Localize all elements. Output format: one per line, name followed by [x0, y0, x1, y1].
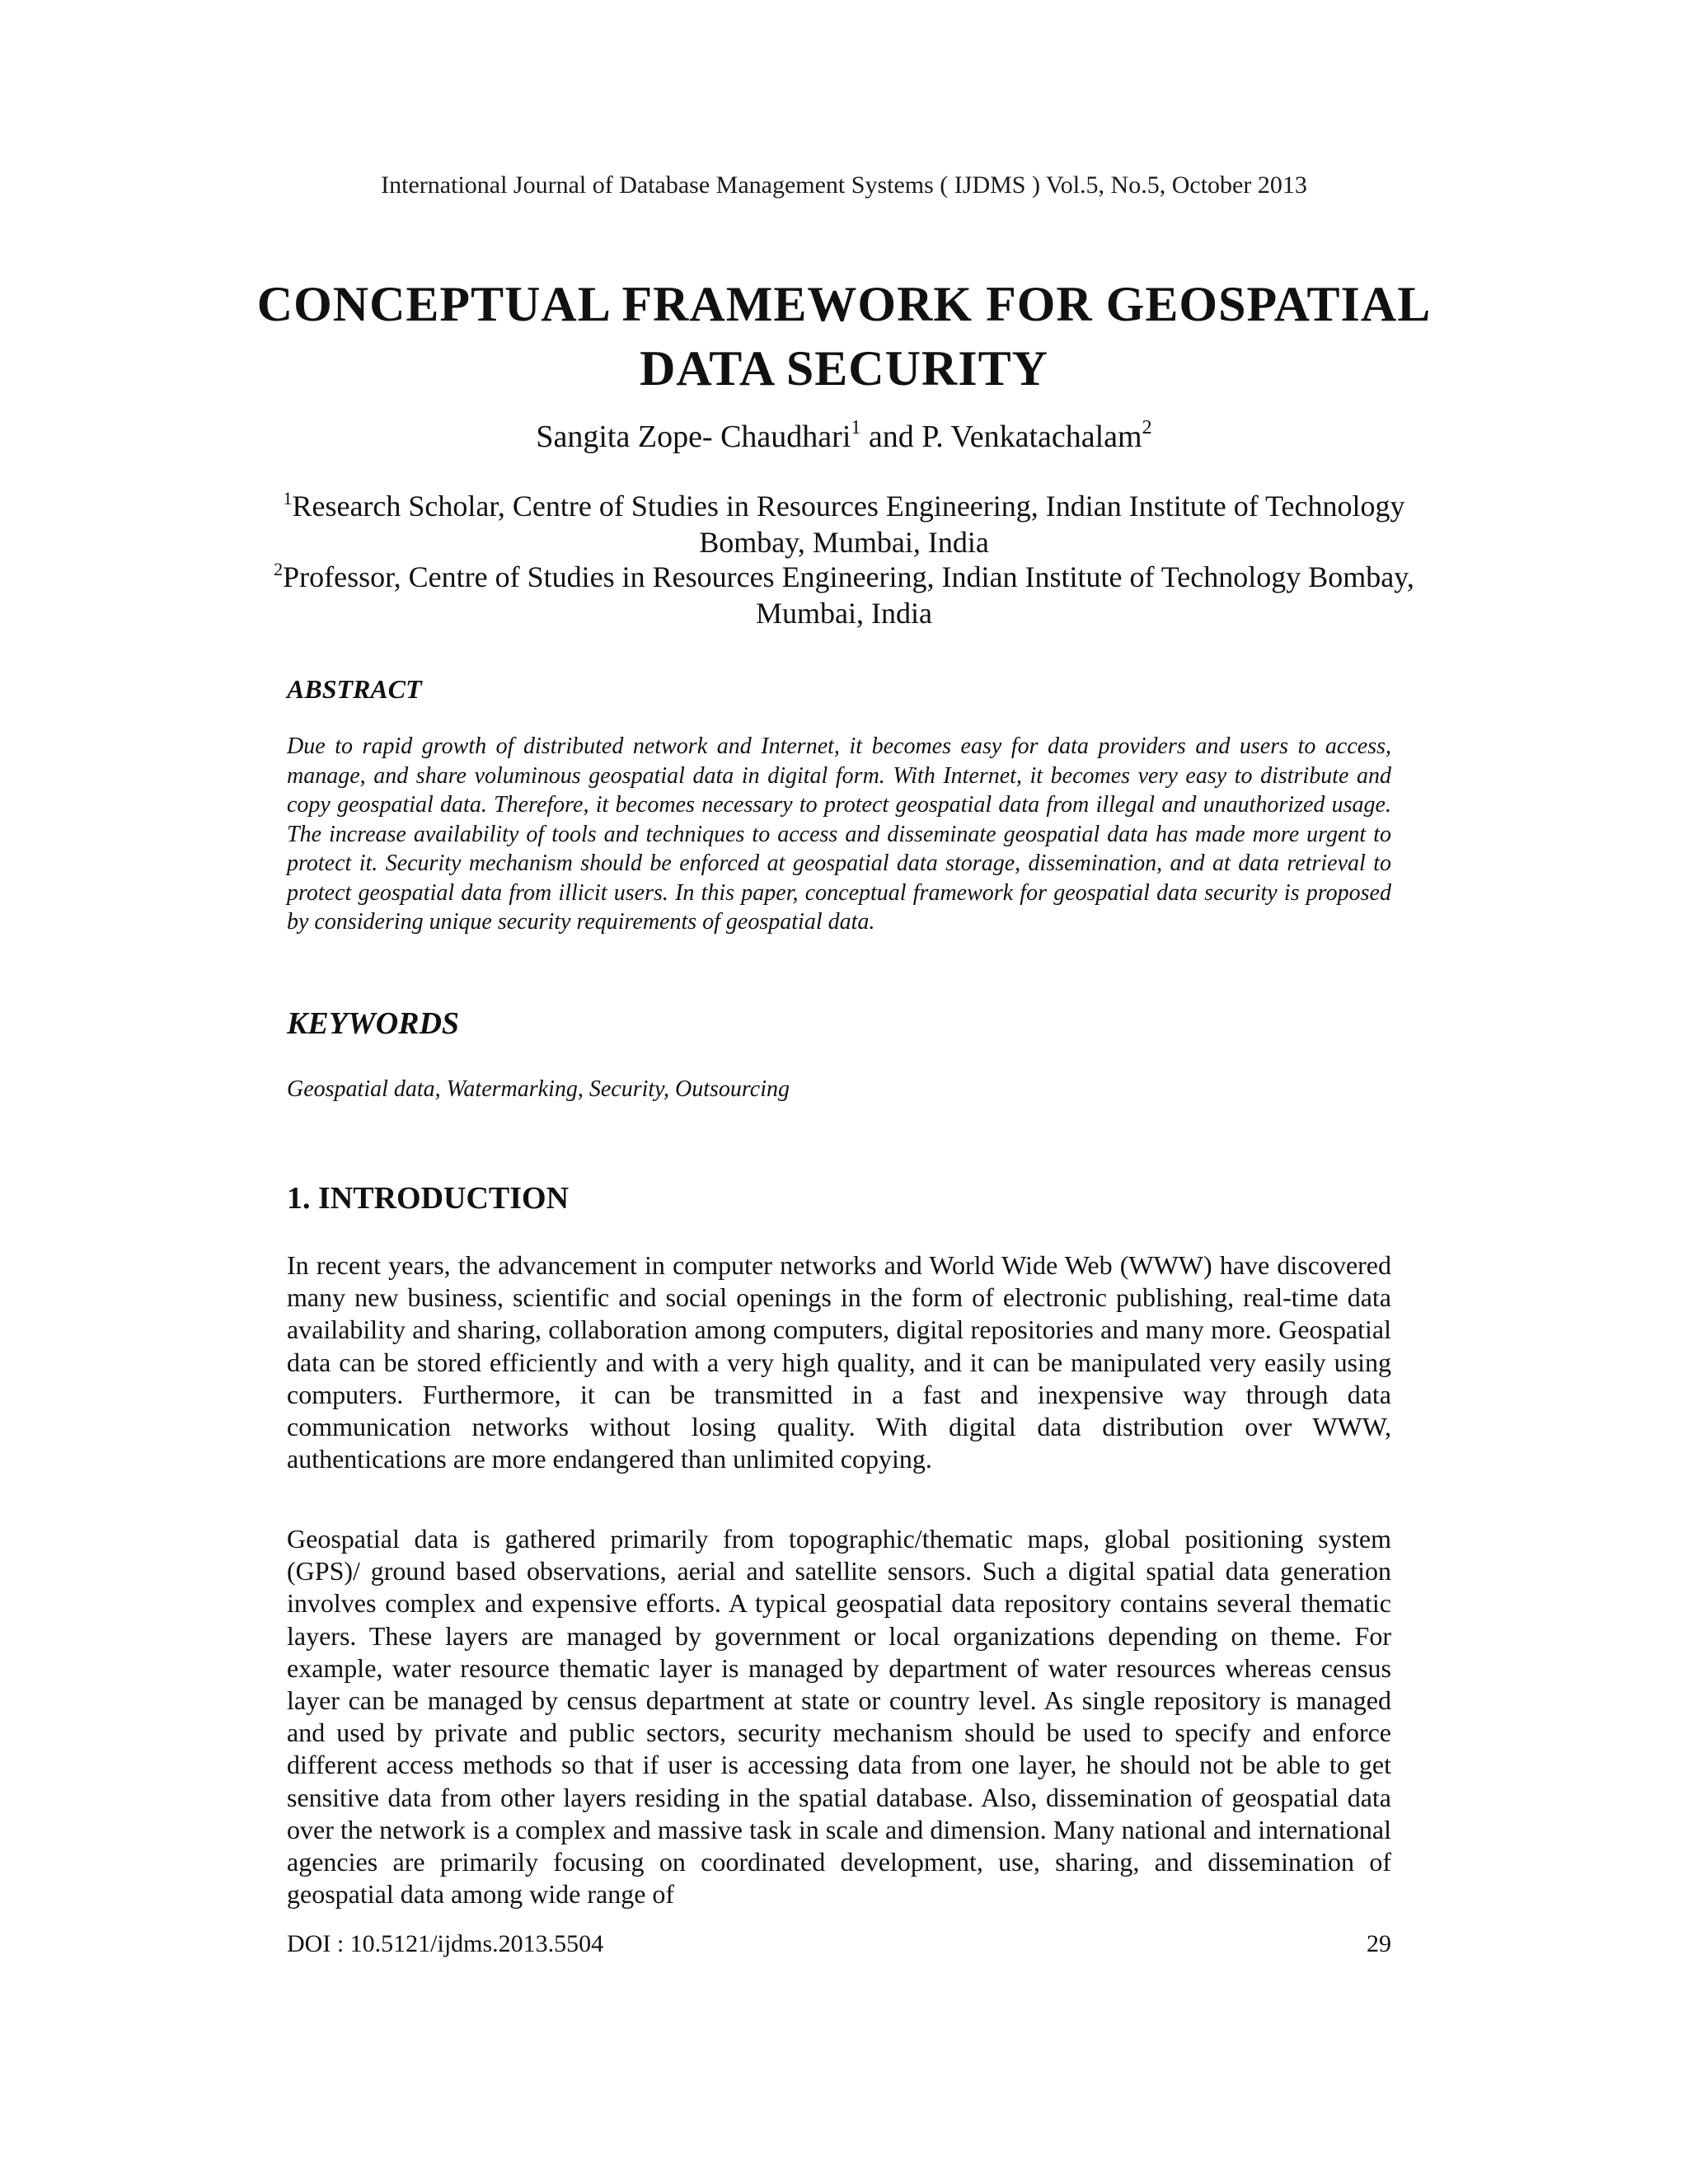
- keywords-text: Geospatial data, Watermarking, Security, Outsourcing: [287, 1076, 790, 1102]
- keywords-heading: KEYWORDS: [287, 1006, 460, 1041]
- abstract-heading: ABSTRACT: [287, 674, 422, 704]
- title-line-2: DATA SECURITY: [640, 341, 1048, 396]
- author-name: Sangita Zope- Chaudhari: [536, 419, 851, 454]
- affiliation: [247, 559, 1441, 631]
- running-header: International Journal of Database Management Systems ( IJDMS ) Vol.5, No.5, October 2013: [381, 171, 1307, 199]
- abstract-text: Due to rapid growth of distributed network and Internet, it becomes easy for data providers and users to access, manage, and share voluminous geospatial data in digital form. With Internet, it becomes very easy to distribute and copy geospatial data. Therefore, it becomes necessary to protect geospatial data from illegal and unauthorized usage. The increase availability of tools and techniques to access and disseminate geospatial data has made more urgent to protect it. Security mechanism should be enforced at geospatial data storage, dissemination, and at data retrieval to protect geospatial data from illicit users. In this paper, conceptual framework for geospatial data security is proposed by considering unique security requirements of geospatial data.: [287, 733, 1391, 935]
- author-list: [0, 419, 1688, 455]
- doi-link[interactable]: DOI : 10.5121/ijdms.2013.5504: [287, 1930, 604, 1957]
- author-separator: and: [860, 419, 922, 454]
- paper-title: [247, 272, 1441, 401]
- affiliation-text: Research Scholar, Centre of Studies in Resources Engineering, Indian Institute of Technology Bombay, Mumbai, India: [292, 490, 1405, 559]
- affiliation: [247, 488, 1441, 560]
- body-paragraph: In recent years, the advancement in computer networks and World Wide Web (WWW) have discovered many new business, scientific and social openings in the form of electronic publishing, real-time data availability and sharing, collaboration among computers, digital repositories and many more. Geospatial data can be stored efficiently and with a very high quality, and it can be manipulated very easily using computers. Furthermore, it can be transmitted in a fast and inexpensive way through data communication networks without losing quality. With digital data distribution over WWW, authentications are more endangered than unlimited copying.: [287, 1250, 1391, 1474]
- page-number: 29: [1367, 1930, 1391, 1957]
- affiliation-text: Professor, Centre of Studies in Resources Engineering, Indian Institute of Technology Bombay, Mumbai, India: [283, 560, 1414, 630]
- title-line-1: CONCEPTUAL FRAMEWORK FOR GEOSPATIAL: [256, 277, 1432, 331]
- body-paragraph: Geospatial data is gathered primarily from topographic/thematic maps, global positioning system (GPS)/ ground based observations, aerial and satellite sensors. Such a digital spatial data generation involves complex and expensive efforts. A typical geospatial data repository contains several thematic layers. These layers are managed by government or local organizations depending on theme. For example, water resource thematic layer is managed by department of water resources whereas census layer can be managed by census department at state or country level. As single repository is managed and used by private and public sectors, security mechanism should be used to specify and enforce different access methods so that if user is accessing data from one layer, he should not be able to get sensitive data from other layers residing in the spatial database. Also, dissemination of geospatial data over the network is a complex and massive task in scale and dimension. Many national and international agencies are primarily focusing on coordinated development, use, sharing, and dissemination of geospatial data among wide range of: [287, 1524, 1391, 1910]
- affiliation-mark: 2: [274, 559, 284, 579]
- section-heading-introduction: 1. INTRODUCTION: [287, 1181, 570, 1216]
- author-affiliation-mark: 1: [851, 417, 861, 438]
- author-affiliation-mark: 2: [1142, 417, 1152, 438]
- affiliation-mark: 1: [283, 488, 293, 509]
- author-name: P. Venkatachalam: [921, 419, 1142, 454]
